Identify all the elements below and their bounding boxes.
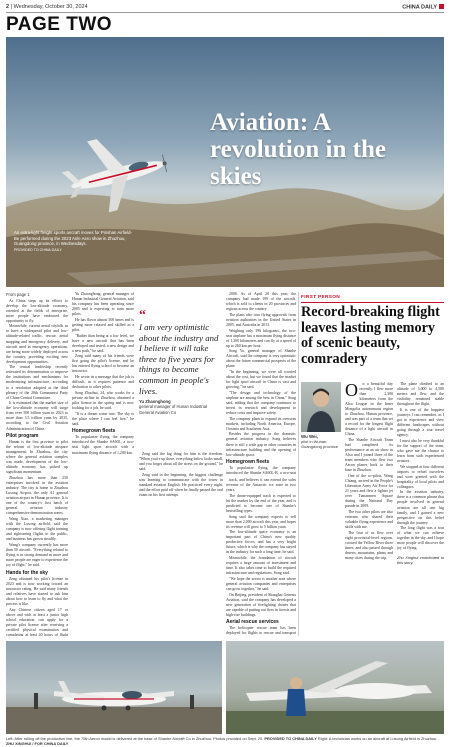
paragraph: I must also be very thankful for the support of the team, who gave me the chance to learn from such experienced aviators.	[397, 438, 444, 463]
bottom-caption-right: Right: A technician works on an aircraft at Lusong Airfield in Zhuzhou.	[317, 736, 438, 741]
paragraph: The helicopter rescue team has been deployed for flights to rescue and transport	[226, 626, 296, 636]
photo-technician	[226, 641, 444, 734]
paragraph: The long flight was a tour of what we can achieve together in the sky, and I hope more people will discover the joy of flying.	[397, 526, 444, 551]
article-column-4	[226, 478, 296, 636]
paragraph: The two other pilots are also veterans who shared their valuable flying experience and skills with me.	[345, 509, 393, 530]
author-portrait	[301, 382, 341, 432]
first-person-column-1	[345, 382, 393, 636]
paragraph: The company plans to expand its overseas markets, including North America, Europe, Oceania and Southeast Asia.	[226, 416, 296, 431]
paragraph: Song Ya, general manager of Shanhe Aircraft, said the company is very optimistic about the future commercial prospects of the plane.	[226, 349, 296, 369]
paragraph: 2006. As of April 20 this year, the company had made 199 of the aircraft, which is sold to clients in 20 provinces and regions across the country.	[226, 292, 296, 312]
byline: Zhu Xinghui contributed to this story.	[397, 554, 444, 565]
paper-name: CHINA DAILY	[402, 4, 444, 11]
first-person-column-2	[397, 382, 444, 636]
paragraph: In the aviation industry, there is a common phrase that people involved in general aviation are all one big family, and I gained a new perspective on this belief through the journey.	[397, 490, 444, 525]
hero-credit: PROVIDED TO CHINA DAILY	[14, 247, 62, 252]
drop-cap: O	[345, 382, 358, 400]
technician-with-aircraft-icon	[226, 641, 444, 734]
article-column-1	[6, 292, 68, 636]
article-column-2b	[139, 452, 223, 636]
brand-square-icon	[439, 4, 444, 9]
first-person-rule	[301, 302, 444, 303]
paragraph: We stopped at four different airports to refuel ourselves and were greeted with the hospitality of local pilots and colleagues.	[397, 464, 444, 489]
bottom-credit-left: PROVIDED TO CHINA DAILY	[264, 736, 317, 741]
paragraph: On Beijing, president of Shanghai Genesis Aviation, said the company has developed a new generation of firefighting drones that are capable of putting out fires in forests and high-rise buildings.	[226, 592, 296, 617]
paragraph: "Rather than being at a low level, we have a new aircraft that has been developed and tested, a new design and a new path," he said.	[72, 333, 134, 353]
paragraph: Meanwhile, current aerial cityfolk as to have a widespread pilot and low-altitude-related traffic, rescue, aerial mapping and emergency delivery, and aircraft used in emergency operations, are being more widely deployed across the country, providing exciting new development opportunities.	[6, 324, 68, 364]
paragraph: It is estimated that the market size of the low-altitude economy will surge from over 500 billion yuan in 2023 to more than 3.5 trillion yuan by 2035, according to the Civil Aviation Administration of China.	[6, 401, 68, 431]
paragraph: Zeng said the big thing for him is the freedom. "When you're up there, everything below looks small, and you forget about all the stress on the ground," he said.	[139, 452, 223, 472]
paragraph: To popularize flying, the company introduced the Shanhe SA60L, a two-seat light sport aircraft with a maximum flying distance of 1,200 km.	[72, 435, 134, 455]
paragraph: Wang's company currently has more than 50 aircraft. "Everything related to flying is in strong demand as more and more people are eager to experience the joy of flight," he said.	[6, 542, 68, 568]
issue-date: Wednesday, October 30, 2024	[13, 4, 88, 10]
paragraph: Wang Xiao, a marketing manager with the Lusong airfield, said the company is now offering flight training and sightseeing flights to the public, and business has grown steadily.	[6, 517, 68, 542]
paragraph: track, and believes it can extend the sales revenue of the Antarctic ice zone in two years.	[226, 478, 296, 493]
paragraph: Meanwhile, the foundation of aircraft requires a large amount of investment and time. It also takes time to build the required infrastructure and regulations, Song said.	[226, 556, 296, 576]
article-column-2	[72, 292, 134, 636]
hero-photo	[6, 37, 444, 287]
paragraph: n a beautiful day recently, I flew more than 2,300 kilometers from the Alxa League in the Inner Mongolia autonomous region to Zhuzhou, Hunan province, and was part of a team that set a record for the longest flight distance of a light aircraft in China.	[345, 382, 393, 437]
paragraph: Zeng obtained his pilot's license in 2023 and is now working toward an instructor rating. He said many friends and relatives have started to ask him about how to learn to fly and what the process is like.	[6, 576, 68, 606]
subheading: Aerial rescue services	[226, 619, 279, 626]
paragraph: "We hope the sector is another area where general aviation companies and enterprises can grow together," he said.	[226, 576, 296, 591]
article-column-3	[226, 292, 296, 476]
paragraph: Zeng said many of his friends were first going the pilot's license, and he has entered flying school to become an instructor.	[72, 354, 134, 374]
paragraph: As China steps up its efforts to develop the low-altitude economy, oriented at the fields of enterprise, more people have embraced the opportunity to fly.	[6, 298, 68, 323]
photo-aircraft-delivery	[6, 641, 222, 734]
paragraph: He wrote in a message that the job is difficult, as it requires patience and dedication to other pilots.	[72, 375, 134, 390]
paragraph: Yu Zhaonghong, general manager of Hunan Industrial General Aviation, said his company has been operating since 2005 and is expecting to train more pilots.	[72, 292, 134, 317]
paragraph: It is one of the happiest journeys I can remember, as I got to experience and view different landscapes without going through a tour travel agency.	[397, 407, 444, 438]
first-person-headline: Record-breaking flight leaves lasting memory of scenic beauty, comradery	[301, 304, 440, 367]
paragraph: "It is a dream come true. The sky is the place where I can feel free," he said.	[72, 411, 134, 426]
quote-mark-icon: “	[139, 308, 146, 323]
portrait-caption	[301, 434, 341, 449]
bottom-credit-right: ZHU XINGHUI / FOR CHINA DAILY	[6, 740, 69, 746]
paragraph: He has flown almost 500 times and is getting more relaxed and skilled as a pilot.	[72, 317, 134, 332]
masthead-left: 2 | Wednesday, October 30, 2024	[6, 4, 88, 10]
portrait-name: Wu Wei,	[301, 434, 318, 439]
paragraph: Any Chinese citizen aged 17 or above and with at least a junior high school education, can apply for a private pilot license after receiving a certified physical examination and completing at least 40 hours of flight	[6, 607, 68, 636]
column-divider	[298, 292, 299, 636]
paragraph: The low-altitude space economy is an important part of China's new quality productive forces, and has a very bright future, which is why the company has stayed in the industry for such a long time, he said.	[226, 530, 296, 555]
paragraph: Zhuzhou has more than 250 enterprises involved in the aviation industry. The city is home to Zhuzhou Lusong Airport, the only A1 general aviation airport in Hunan province. It is one of the country's first batch of general aviation industry comprehensive demonstration zones.	[6, 476, 68, 516]
aircraft-on-ground-icon	[6, 641, 222, 734]
masthead	[6, 3, 444, 13]
subheading: Pilot program	[6, 433, 39, 440]
bottom-photos	[6, 641, 444, 734]
first-person-label: FIRST PERSON	[301, 295, 341, 300]
hero-headline: Aviation: A revolution in the skies	[210, 109, 386, 190]
page-number: 2	[6, 4, 10, 10]
paragraph: Zeng said in the beginning, the biggest challenge was learning to communicate with the tower in standard aviation English. He practiced every night, and the effort paid off when he finally passed the oral exam on his first attempt.	[139, 472, 223, 497]
hero-caption: An extra-light freight sports aircraft moves for Pinshan Airfield-Be performed during the 2023 Anle Aero show in Zhuzhou, Guangdong province, in Wednesdays. PROVIDED TO CHINA DAILY	[14, 230, 132, 252]
paragraph: The plane climbed to an altitude of 3,000 to 4,500 meters and flew, and the visibility remained stable throughout the flight.	[397, 382, 444, 407]
paragraph: "The design and technology of the airplane are among the best in China," Song said, adding that the company continues to invest in research and development to reduce costs and improve safety.	[226, 390, 296, 416]
paragraph: Song Zhaohui, 24, who works for a private airline in Zhuzhou, obtained a pilot license in the spring and is now looking for a job, he said.	[72, 390, 134, 410]
pull-quote	[139, 308, 223, 415]
subheading: Homegrown fleets	[72, 428, 116, 435]
paragraph: Weighing only 396 kilograms, the two-seat airplane has a maximum flying distance of 1,200 kilometers and can fly at a speed of up to 260 km per hour.	[226, 328, 296, 348]
portrait-description: pilot in Wuhan, Guangdong province	[301, 439, 339, 449]
paragraph: To popularize flying, the company introduced the Shanhe SA60L-B, a two-seat	[226, 466, 296, 476]
subheading: Homegrown fleets	[226, 459, 270, 466]
subheading: Hands for the sky	[6, 569, 48, 576]
paragraph: One of the co-pilots, Wang Chiang, arrived in the People's Liberation Army Air Force for 21 years and flew a fighter jet over Tiananmen Square during the National Day parade in 2009.	[345, 474, 393, 509]
paragraph: The Shanhe Aircraft Team had completed its performance at an air show in Alxa and I joined three of the team members who flew two Aeron planes back to their base in Zhuzhou.	[345, 438, 393, 473]
from-page-label: From page 1	[6, 292, 30, 297]
paragraph: Hunan is the first province to pilot the reform of low-altitude airspace management. In Zhuzhou, the city where the general aviation complex was made, development of the low-altitude economy has picked up significant momentum.	[6, 440, 68, 475]
section-title: PAGE TWO	[6, 14, 113, 35]
bottom-caption	[6, 737, 444, 746]
paragraph: Song said the company expects to sell more than 2,000 aircraft this year, and hopes its revenue will grow to 5 billion yuan.	[226, 514, 296, 529]
paragraph: The central leadership recently reiterated its determination to improve the institutions and mechanisms for modernizing infrastructure, according to a resolution adopted at the third plenary of the 20th Communist Party of China Central Committee.	[6, 365, 68, 400]
pull-quote-attribution	[139, 399, 223, 415]
paragraph: The drone-equipped track is expected to hit the market by the end of the year, and is predicted to become one of Shanhe's bestselling types.	[226, 493, 296, 513]
paragraph: "In the beginning, we were all worried about the cost, but we found that the market for light sport aircraft in China is vast and growing," he said.	[226, 370, 296, 390]
paragraph: Besides the progress in the domestic general aviation industry, Song believes there is still a wide gap in other countries in infrastructure building and the opening of low-altitude space.	[226, 432, 296, 457]
pull-quote-title: general manager of Hunan Industrial General Aviation Co	[139, 404, 207, 415]
person-silhouette-icon	[301, 382, 341, 432]
pull-quote-speaker: Yu Zhaonghong	[139, 399, 171, 405]
pull-quote-text: I am very optimistic about the industry and I believe it will take three to five years for things to become common in people's lives.	[139, 322, 219, 396]
paragraph: The plans also tour flying approvals from aviation authorities in the United States in 2005, and Australia in 2013.	[226, 312, 296, 327]
bottom-caption-left: Left: After rolling off the production line, the 70th Aeron model is delivered at the base of Shanhe Aircraft Co in Zhuzhou. Photos provided on Sept. 20.	[6, 736, 264, 741]
paragraph: The four of us flew over eight provincial-level regions, crossed the Yellow River three times, and also passed through deserts, mountains, plains and many cities during the trip.	[345, 530, 393, 560]
